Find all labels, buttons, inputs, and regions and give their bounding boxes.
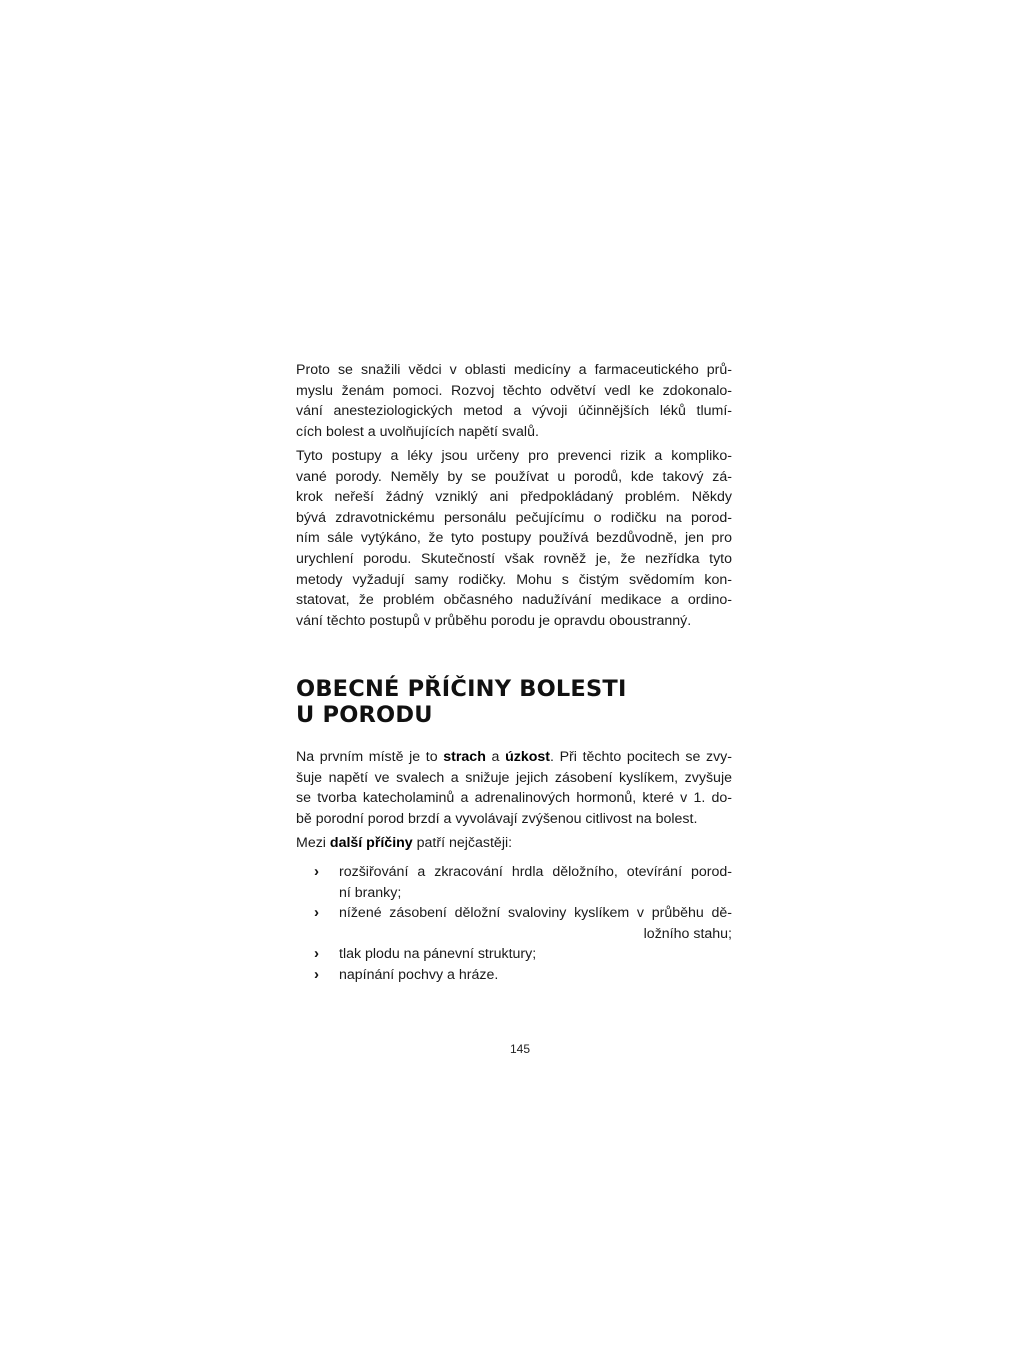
paragraph-line: statovat, že problém občasného nadužívání medikace a ordino- — [296, 592, 732, 609]
emphasis-uzkost: úzkost — [505, 749, 550, 765]
list-item-line: nížené zásobení děložní svaloviny kyslíkem v průběhu dě- — [339, 905, 732, 922]
paragraph-line: se tvorba katecholaminů a adrenalinových hormonů, které v 1. do- — [296, 790, 732, 807]
emphasis-dalsi-priciny: další příčiny — [329, 835, 413, 851]
paragraph-line: myslu ženám pomoci. Rozvoj těchto odvětví vedl ke zdokonalo- — [296, 382, 732, 399]
paragraph-line: Proto se snažili vědci v oblasti medicíny a farmaceutického prů- — [296, 362, 732, 378]
paragraph-line: bývá zdravotnickému personálu pečujícímu o rodičku na porod- — [296, 509, 732, 526]
paragraph-line: cích bolest a uvolňujících napětí svalů. — [296, 423, 539, 440]
paragraph-line — [296, 747, 732, 768]
chevron-right-icon: › — [314, 863, 319, 880]
causes-list — [296, 862, 732, 986]
paragraph-3 — [296, 747, 732, 829]
list-item — [296, 944, 732, 965]
text-run: Mezi — [296, 835, 330, 851]
paragraph-2 — [296, 446, 732, 631]
text-run: . Při těchto pocitech se zvy- — [550, 749, 732, 765]
page-number: 145 — [509, 1042, 531, 1056]
paragraph-1 — [296, 360, 732, 442]
list-item-line: rozšiřování a zkracování hrdla děložního, otevírání porod- — [339, 864, 732, 880]
list-item-line: napínání pochvy a hráze. — [339, 966, 499, 983]
list-item-line: tlak plodu na pánevní struktury; — [339, 946, 537, 963]
list-item-line: ložního stahu; — [643, 925, 732, 942]
paragraph-line: vání těchto postupů v průběhu porodu je opravdu oboustranný. — [296, 612, 692, 629]
chevron-right-icon: › — [314, 904, 319, 922]
paragraph-line: urychlení porodu. Skutečností však rovněž je, že nezřídka tyto — [296, 550, 732, 567]
paragraph-line: Tyto postupy a léky jsou určeny pro prevenci rizik a kompliko- — [296, 448, 732, 464]
chevron-right-icon: › — [314, 945, 319, 963]
paragraph-line: metody vyžadují samy rodičky. Mohu s čistým svědomím kon- — [296, 571, 732, 588]
section-heading — [296, 677, 732, 728]
list-item — [296, 862, 732, 903]
text-run: patří nejčastěji: — [412, 835, 513, 851]
text-run: Na prvním místě je to — [296, 749, 444, 765]
chevron-right-icon: › — [314, 965, 319, 983]
paragraph-line: vání anesteziologických metod a vývoji účinnějších léků tlumí- — [296, 403, 732, 420]
paragraph-line: vané porody. Neměly by se používat u porodů, kde takový zá- — [296, 468, 732, 485]
paragraph-line: krok neřeší žádný vzniklý ani předpokládaný problém. Někdy — [296, 489, 732, 506]
paragraph-line: šuje napětí ve svalech a snižuje jejich zásobení kyslíkem, zvyšuje — [296, 769, 732, 786]
list-item-line: ní branky; — [339, 884, 402, 901]
paragraph-line: ním sále vytýkáno, že tyto postupy používá bezdůvodně, jen pro — [296, 530, 732, 547]
paragraph-line — [296, 833, 732, 854]
paragraph-4 — [296, 833, 732, 854]
list-item — [296, 903, 732, 944]
heading-line-2: U PORODU — [296, 701, 433, 728]
emphasis-strach: strach — [443, 749, 486, 765]
list-item — [296, 965, 732, 986]
paragraph-line: bě porodní porod brzdí a vyvolávají zvýšenou citlivost na bolest. — [296, 810, 698, 827]
heading-line-1: OBECNÉ PŘÍČINY BOLESTI — [296, 676, 627, 702]
text-run: a — [485, 749, 506, 765]
